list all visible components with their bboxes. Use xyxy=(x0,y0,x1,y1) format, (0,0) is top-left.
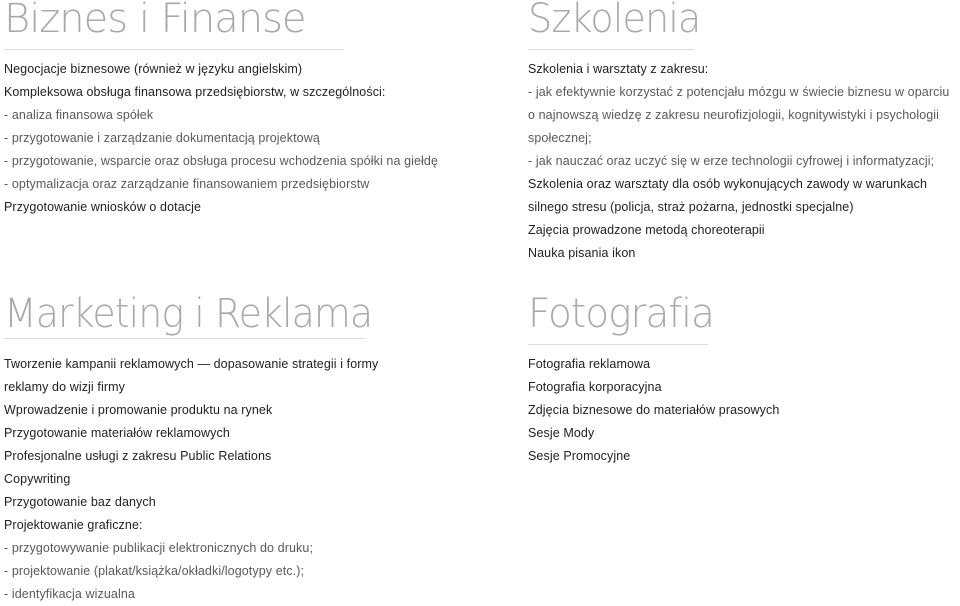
service-list xyxy=(4,353,378,606)
title-divider xyxy=(528,344,708,345)
list-item: Wprowadzenie i promowanie produktu na rynek xyxy=(4,403,273,417)
list-item: Sesje Promocyjne xyxy=(528,449,631,463)
service-list xyxy=(528,353,779,468)
list-item: Projektowanie graficzne: xyxy=(4,518,143,532)
list-item: - optymalizacja oraz zarządzanie finansowaniem przedsiębiorstw xyxy=(4,177,370,191)
service-list xyxy=(528,58,949,265)
title-divider xyxy=(528,49,694,50)
list-item: Przygotowanie materiałów reklamowych xyxy=(4,426,230,440)
list-item: - analiza finansowa spółek xyxy=(4,108,154,122)
list-item: - jak nauczać oraz uczyć się w erze technologii cyfrowej i informatyzacji; xyxy=(528,154,935,168)
list-item: Nauka pisania ikon xyxy=(528,246,636,260)
list-item: silnego stresu (policja, straż pożarna, jednostki specjalne) xyxy=(528,200,854,214)
section-title: Fotografia xyxy=(528,291,714,337)
list-item: - identyfikacja wizualna xyxy=(4,587,135,601)
service-list xyxy=(4,58,438,219)
list-item: Fotografia reklamowa xyxy=(528,357,651,371)
list-item: - jak efektywnie korzystać z potencjału mózgu w świecie biznesu w oparciu xyxy=(528,85,950,99)
list-item: - przygotowanie, wsparcie oraz obsługa procesu wchodzenia spółki na giełdę xyxy=(4,154,439,168)
list-item: Zajęcia prowadzone metodą choreoterapii xyxy=(528,223,765,237)
list-item: o najnowszą wiedzę z zakresu neurofizjologii, kognitywistyki i psychologii xyxy=(528,108,940,122)
list-item: Przygotowanie baz danych xyxy=(4,495,156,509)
list-item: Tworzenie kampanii reklamowych — dopasowanie strategii i formy xyxy=(4,357,379,371)
list-item: Kompleksowa obsługa finansowa przedsiębiorstw, w szczególności: xyxy=(4,85,386,99)
list-item: reklamy do wizji firmy xyxy=(4,380,125,394)
list-item: - projektowanie (plakat/książka/okładki/logotypy etc.); xyxy=(4,564,305,578)
section-title: Szkolenia xyxy=(528,0,701,42)
list-item: Szkolenia i warsztaty z zakresu: xyxy=(528,62,709,76)
list-item: Zdjęcia biznesowe do materiałów prasowych xyxy=(528,403,780,417)
section-title: Marketing i Reklama xyxy=(4,291,373,337)
list-item: Przygotowanie wniosków o dotacje xyxy=(4,200,202,214)
list-item: Profesjonalne usługi z zakresu Public Relations xyxy=(4,449,272,463)
list-item: Copywriting xyxy=(4,472,71,486)
section-title: Biznes i Finanse xyxy=(4,0,306,42)
list-item: Fotografia korporacyjna xyxy=(528,380,662,394)
list-item: - przygotowanie i zarządzanie dokumentacją projektową xyxy=(4,131,320,145)
list-item: Sesje Mody xyxy=(528,426,595,440)
list-item: społecznej; xyxy=(528,131,592,145)
title-divider xyxy=(4,49,344,50)
list-item: Negocjacje biznesowe (również w języku angielskim) xyxy=(4,62,303,76)
list-item: Szkolenia oraz warsztaty dla osób wykonujących zawody w warunkach xyxy=(528,177,928,191)
list-item: - przygotowywanie publikacji elektronicznych do druku; xyxy=(4,541,314,555)
title-divider xyxy=(4,338,366,339)
